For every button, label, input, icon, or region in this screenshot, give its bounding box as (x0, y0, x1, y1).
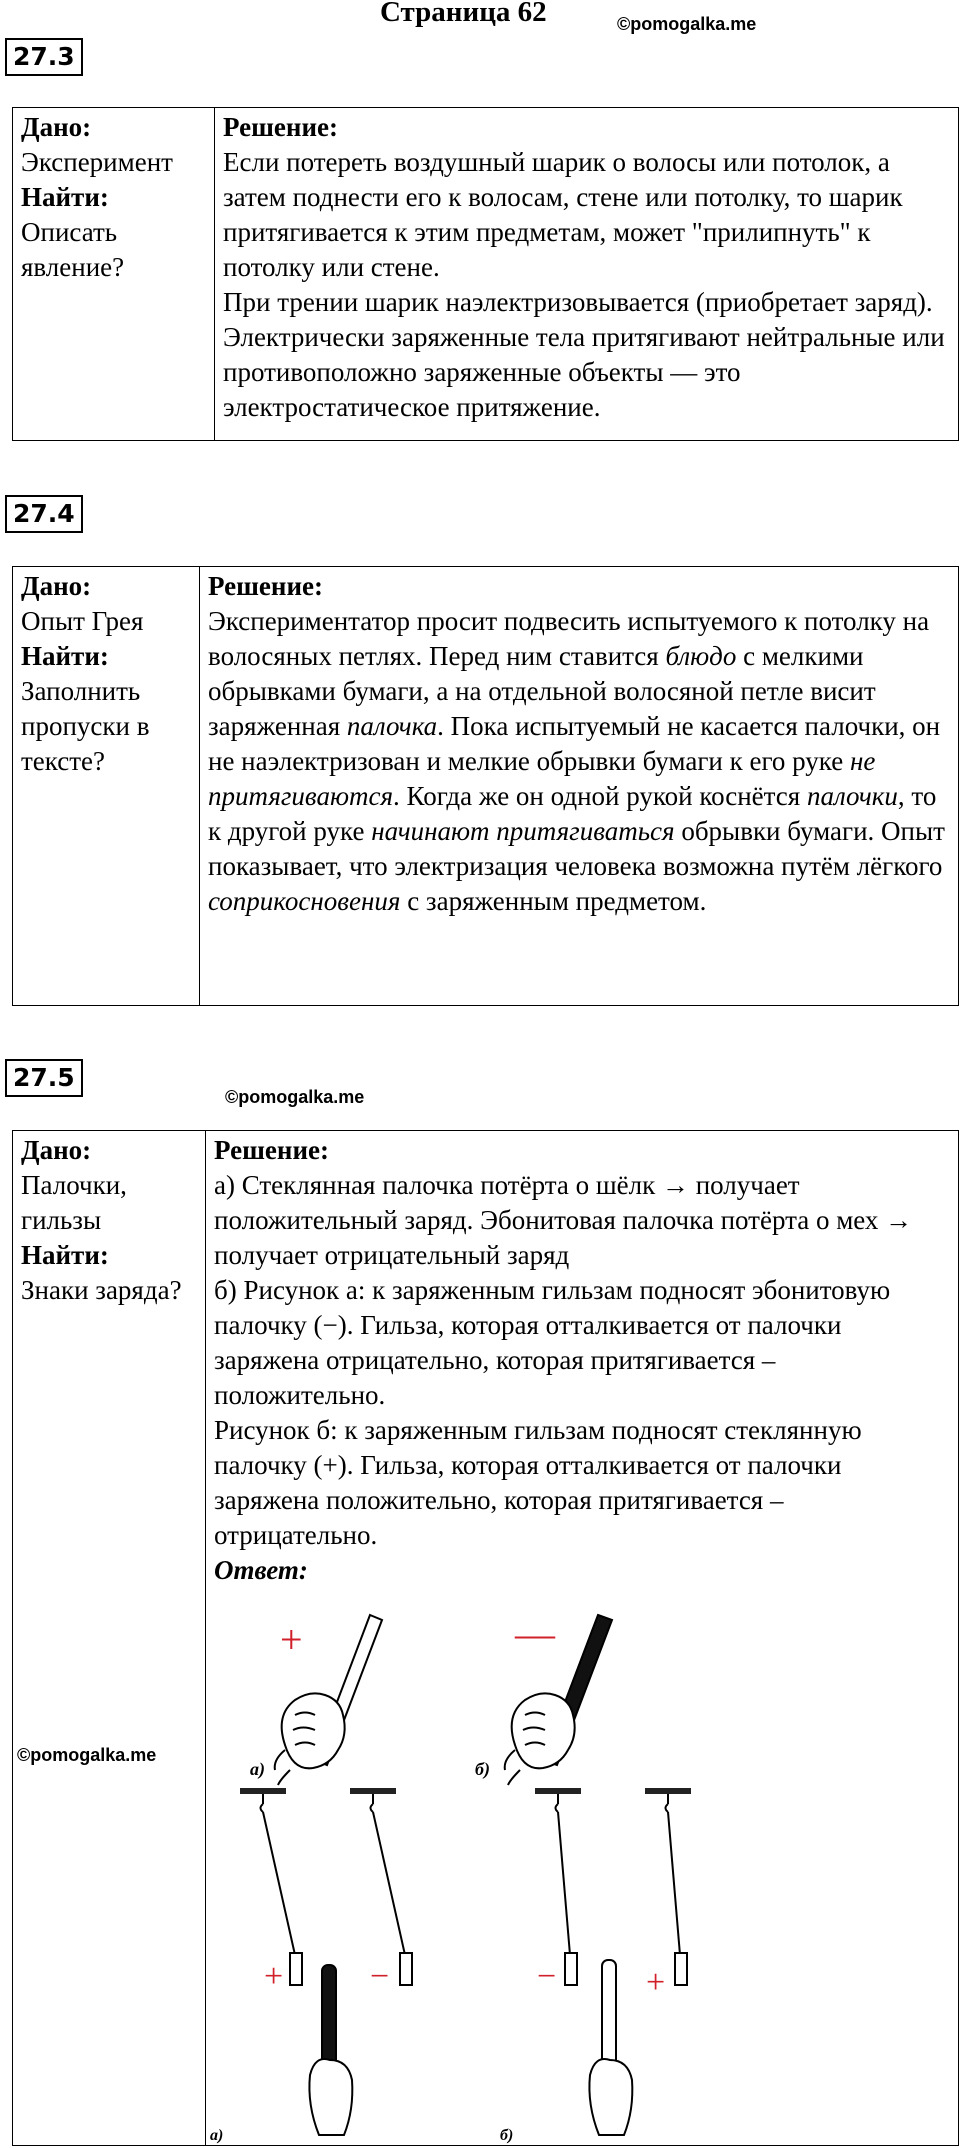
charge-sign: — (515, 1611, 555, 1656)
gap-answer: не притягиваются (208, 746, 876, 811)
gap-answer: начинают притягиваться (371, 816, 675, 846)
find-value: Заполнить пропуски в тексте? (21, 676, 150, 776)
charge-sign: − (537, 1958, 557, 1995)
solution-cell (215, 108, 959, 441)
find-value: Знаки заряда? (21, 1275, 182, 1305)
task-table-27-4 (12, 566, 959, 1006)
figure-label: а) (210, 2127, 224, 2144)
given-value: Опыт Грея (21, 606, 144, 636)
solution-paragraph: Если потереть воздушный шарик о волосы или потолок, а затем поднести его к волосам, стене или потолку, то шарик притягивается к этим предметам, может "прилипнуть" к потолку или стене. (223, 147, 903, 282)
solution-label: Решение: (208, 571, 323, 601)
ebonite-rod-figure-top-b (475, 1611, 612, 1785)
watermark-bottom: ©pomogalka.me (17, 1745, 157, 1765)
gap-answer: палочка (346, 711, 438, 741)
find-label: Найти: (21, 641, 109, 671)
find-label: Найти: (21, 182, 109, 212)
answer-label: Ответ: (214, 1555, 308, 1585)
figure-label: б) (475, 1759, 490, 1779)
glass-rod-figure-top-a (250, 1615, 382, 1785)
figure-label: б) (500, 2127, 514, 2144)
page-title: Страница 62 (380, 0, 547, 28)
sleeves-figure-bottom-a (210, 1788, 412, 2144)
gap-answer: блюдо (665, 641, 737, 671)
solution-paragraph: б) Рисунок а: к заряженным гильзам подносят эбонитовую палочку (−). Гильза, которая отталкивается от палочки заряжена отрицательно, которая притягивается – положительно. (214, 1275, 891, 1410)
gap-answer: соприкосновения (208, 886, 401, 916)
charge-sign: + (646, 1964, 666, 2001)
watermark-top: ©pomogalka.me (617, 14, 757, 34)
solution-text: Экспериментатор просит подвесить испытуемого к потолку на волосяных петлях. Перед ним ставится блюдо с мелкими обрывками бумаги, а на отдельной волосяной петле висит заряженная палочка. Пока испытуемый не касается палочки, он не наэлектризован и мелкие обрывки бумаги к его руке не притягиваются. Когда же он одной рукой коснётся палочки, то к другой руке начинают притягиваться обрывки бумаги. Опыт показывает, что электризация человека возможна путём лёгкого соприкосновения с заряженным предметом. (208, 606, 945, 916)
solution-label: Решение: (223, 112, 338, 142)
given-label: Дано: (21, 1135, 92, 1165)
charge-sign: + (264, 1958, 284, 1995)
given-cell (13, 567, 200, 1006)
find-label: Найти: (21, 1240, 109, 1270)
charge-sign: + (280, 1617, 303, 1662)
solution-cell (200, 567, 959, 1006)
gap-answer: палочки (806, 781, 898, 811)
given-cell (13, 1131, 206, 2146)
task-table-27-3 (12, 107, 959, 441)
given-cell (13, 108, 215, 441)
task-number-27-5: 27.5 (5, 1059, 83, 1097)
task-number-27-4: 27.4 (5, 495, 83, 533)
given-label: Дано: (21, 112, 92, 142)
figure-label: а) (250, 1759, 265, 1779)
given-label: Дано: (21, 571, 92, 601)
task-number-27-3: 27.3 (5, 38, 83, 76)
solution-label: Решение: (214, 1135, 329, 1165)
charge-sign: − (370, 1958, 390, 1995)
solution-paragraph: При трении шарик наэлектризовывается (приобретает заряд). Электрически заряженные тела притягивают нейтральные или противоположно заряженные объекты — это электростатическое притяжение. (223, 287, 945, 422)
given-value: Эксперимент (21, 147, 173, 177)
solution-paragraph: Рисунок б: к заряженным гильзам подносят стеклянную палочку (+). Гильза, которая отталкивается от палочки заряжена положительно, которая притягивается – отрицательно. (214, 1415, 862, 1550)
answer-figure (210, 1595, 700, 2145)
watermark-middle: ©pomogalka.me (225, 1087, 365, 1107)
given-value: Палочки, гильзы (21, 1170, 127, 1235)
solution-paragraph: а) Стеклянная палочка потёрта о шёлк → получает положительный заряд. Эбонитовая палочка потёрта о мех → получает отрицательный заряд (214, 1170, 913, 1270)
sleeves-figure-bottom-b (500, 1788, 691, 2144)
find-value: Описать явление? (21, 217, 125, 282)
